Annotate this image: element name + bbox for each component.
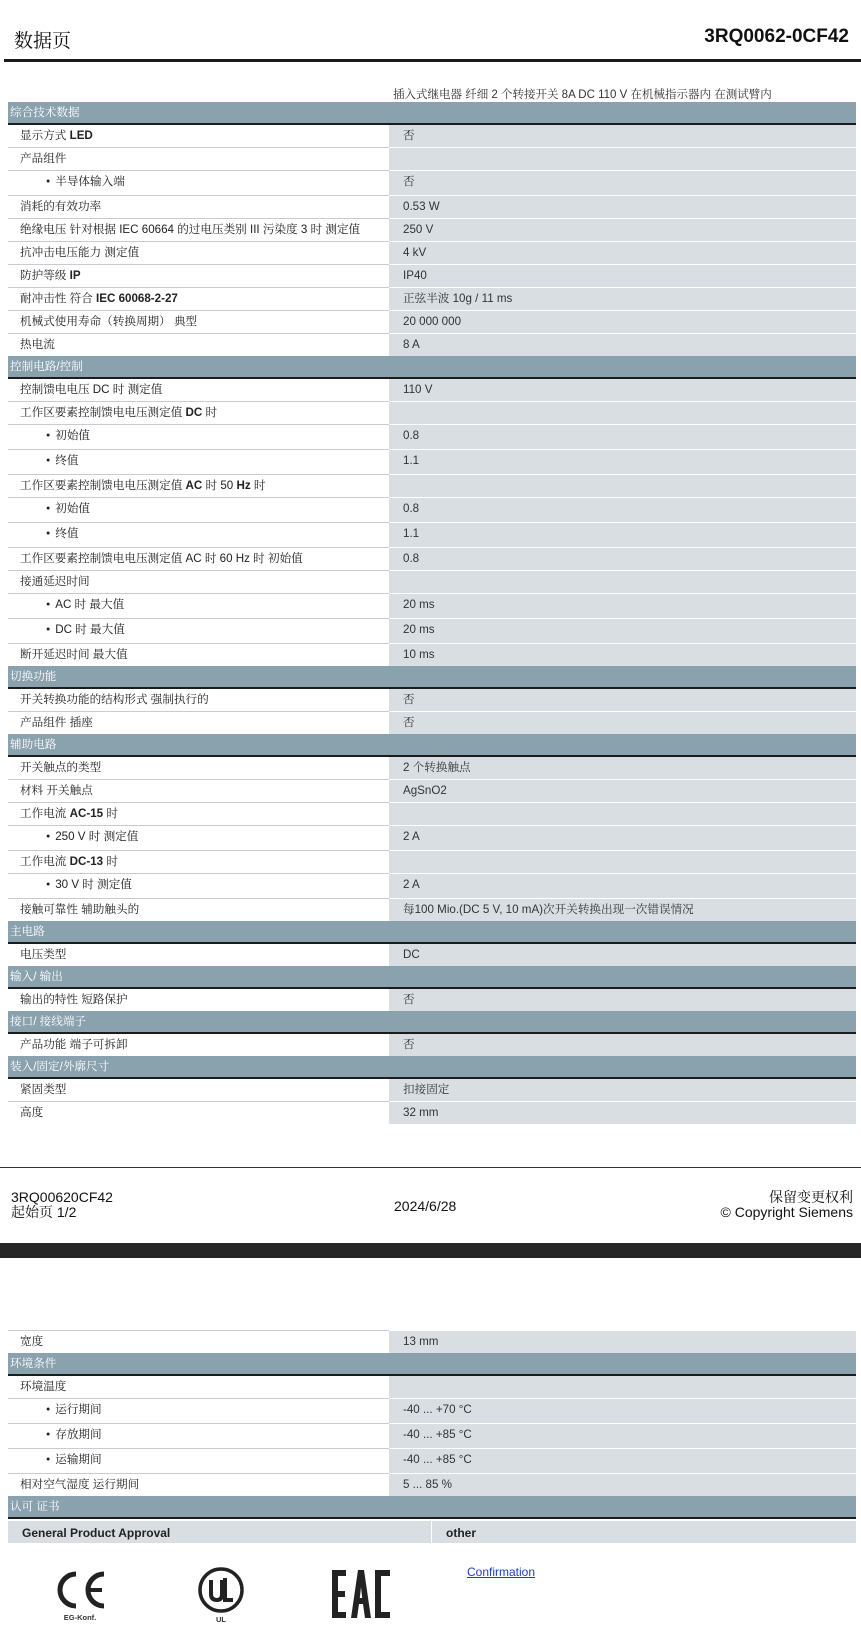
- spec-label: 耐冲击性 符合 IEC 60068-2-27: [8, 288, 389, 311]
- spec-label: 消耗的有效功率: [8, 196, 389, 219]
- section-title: 认可 证书: [8, 1496, 856, 1518]
- spec-label: ● DC 时 最大值: [8, 619, 389, 644]
- spec-value: IP40: [389, 265, 856, 288]
- spec-value: 2 个转换触点: [389, 756, 856, 780]
- section-title: 切换功能: [8, 666, 856, 688]
- spec-label: ● 初始值: [8, 498, 389, 523]
- section-title: 主电路: [8, 921, 856, 943]
- confirmation-link[interactable]: Confirmation: [467, 1565, 536, 1579]
- spec-label: 接触可靠性 辅助触头的: [8, 899, 389, 922]
- spec-value: -40 ... +85 °C: [389, 1449, 856, 1474]
- spec-label: ● 250 V 时 测定值: [8, 826, 389, 851]
- section-header: [8, 666, 856, 688]
- spec-value: AgSnO2: [389, 780, 856, 803]
- spec-label: 热电流: [8, 334, 389, 357]
- spec-row: [8, 219, 856, 242]
- spec-label: 产品组件 插座: [8, 712, 389, 735]
- spec-label: ● 运输期间: [8, 1449, 389, 1474]
- product-description: 插入式继电器 纤细 2 个转接开关 8A DC 110 V 在机械指示器内 在测试臂内: [393, 89, 772, 101]
- spec-row: [8, 826, 856, 851]
- spec-value: [389, 402, 856, 425]
- spec-value: -40 ... +70 °C: [389, 1399, 856, 1424]
- spec-label: 工作电流 DC-13 时: [8, 851, 389, 874]
- spec-row: [8, 851, 856, 874]
- spec-value: 2 A: [389, 874, 856, 899]
- spec-label: 绝缘电压 针对根据 IEC 60664 的过电压类别 III 污染度 3 时 测定值: [8, 219, 389, 242]
- spec-label: 开关转换功能的结构形式 强制执行的: [8, 688, 389, 712]
- spec-label: 环境温度: [8, 1375, 389, 1399]
- eac-mark-icon: [330, 1568, 392, 1625]
- spec-value: 否: [389, 1033, 856, 1056]
- section-header: [8, 102, 856, 124]
- spec-label: ● AC 时 最大值: [8, 594, 389, 619]
- spec-label: 防护等级 IP: [8, 265, 389, 288]
- spec-label: 产品组件: [8, 148, 389, 171]
- spec-label: 显示方式 LED: [8, 124, 389, 148]
- spec-row: [8, 644, 856, 667]
- spec-row: [8, 619, 856, 644]
- spec-row: [8, 1078, 856, 1102]
- spec-value: 13 mm: [389, 1331, 856, 1354]
- footer-copyright: © Copyright Siemens: [720, 1204, 853, 1220]
- spec-row: [8, 874, 856, 899]
- spec-value: DC: [389, 943, 856, 966]
- footer-code: 3RQ00620CF42: [11, 1189, 113, 1205]
- ce-caption: EG-Konf.: [63, 1613, 97, 1622]
- spec-row: [8, 334, 856, 357]
- section-header: [8, 356, 856, 378]
- spec-value: 20 ms: [389, 594, 856, 619]
- spec-label: 机械式使用寿命（转换周期） 典型: [8, 311, 389, 334]
- spec-row: [8, 1331, 856, 1354]
- spec-value: 4 kV: [389, 242, 856, 265]
- approval-col-general: General Product Approval: [8, 1521, 431, 1543]
- spec-value: 250 V: [389, 219, 856, 242]
- page-break-bar: [0, 1243, 861, 1258]
- spec-value: 0.8: [389, 548, 856, 571]
- spec-row: [8, 171, 856, 196]
- spec-row: [8, 311, 856, 334]
- spec-row: [8, 688, 856, 712]
- spec-row: [8, 450, 856, 475]
- spec-label: 工作区要素控制馈电电压测定值 AC 时 60 Hz 时 初始值: [8, 548, 389, 571]
- spec-row: [8, 1449, 856, 1474]
- section-title: 环境条件: [8, 1353, 856, 1375]
- spec-label: ● 存放期间: [8, 1424, 389, 1449]
- section-header: [8, 1056, 856, 1078]
- spec-row: [8, 899, 856, 922]
- spec-label: ● 半导体输入端: [8, 171, 389, 196]
- spec-row: [8, 756, 856, 780]
- spec-label: 接通延迟时间: [8, 571, 389, 594]
- spec-row: [8, 988, 856, 1011]
- spec-row: [8, 803, 856, 826]
- footer-divider: [0, 1167, 861, 1168]
- spec-value: 否: [389, 712, 856, 735]
- spec-label: 电压类型: [8, 943, 389, 966]
- spec-value: [389, 851, 856, 874]
- spec-row: [8, 523, 856, 548]
- spec-row: [8, 124, 856, 148]
- spec-label: ● 30 V 时 测定值: [8, 874, 389, 899]
- page-title: 数据页: [14, 31, 72, 52]
- spec-row: [8, 712, 856, 735]
- spec-value: 否: [389, 124, 856, 148]
- spec-value: 8 A: [389, 334, 856, 357]
- section-header: [8, 966, 856, 988]
- spec-label: ● 终值: [8, 450, 389, 475]
- ce-mark-icon: [52, 1570, 108, 1615]
- spec-row: [8, 378, 856, 402]
- spec-row: [8, 148, 856, 171]
- spec-value: 正弦半波 10g / 11 ms: [389, 288, 856, 311]
- section-title: 综合技术数据: [8, 102, 856, 124]
- spec-row: [8, 548, 856, 571]
- spec-label: 紧固类型: [8, 1078, 389, 1102]
- spec-value: [389, 571, 856, 594]
- spec-value: 5 ... 85 %: [389, 1474, 856, 1497]
- ul-caption: UL: [216, 1615, 226, 1624]
- spec-label: ● 初始值: [8, 425, 389, 450]
- spec-row: [8, 1375, 856, 1399]
- spec-value: 0.53 W: [389, 196, 856, 219]
- spec-row: [8, 780, 856, 803]
- spec-value: 32 mm: [389, 1102, 856, 1125]
- spec-label: 材料 开关触点: [8, 780, 389, 803]
- section-header: [8, 1496, 856, 1518]
- spec-value: 否: [389, 688, 856, 712]
- section-title: 辅助电路: [8, 734, 856, 756]
- spec-row: [8, 1102, 856, 1125]
- spec-value: 2 A: [389, 826, 856, 851]
- spec-value: 110 V: [389, 378, 856, 402]
- spec-label: ● 运行期间: [8, 1399, 389, 1424]
- footer-rights: 保留变更权利: [769, 1189, 853, 1205]
- spec-row: [8, 265, 856, 288]
- spec-row: [8, 1033, 856, 1056]
- spec-value: 10 ms: [389, 644, 856, 667]
- spec-value: [389, 1375, 856, 1399]
- spec-value: 20 000 000: [389, 311, 856, 334]
- spec-label: 宽度: [8, 1331, 389, 1354]
- product-code: 3RQ0062-0CF42: [704, 26, 849, 47]
- section-title: 装入/固定/外廓尺寸: [8, 1056, 856, 1078]
- footer-date: 2024/6/28: [394, 1198, 457, 1214]
- spec-label: 断开延迟时间 最大值: [8, 644, 389, 667]
- spec-row: [8, 288, 856, 311]
- spec-value: [389, 475, 856, 498]
- footer-right: [721, 1190, 853, 1220]
- spec-label: 开关触点的类型: [8, 756, 389, 780]
- spec-label: 工作区要素控制馈电电压测定值 AC 时 50 Hz 时: [8, 475, 389, 498]
- spec-value: 1.1: [389, 523, 856, 548]
- spec-label: 高度: [8, 1102, 389, 1125]
- spec-label: 抗冲击电压能力 测定值: [8, 242, 389, 265]
- spec-value: 否: [389, 988, 856, 1011]
- section-header: [8, 734, 856, 756]
- section-title: 输入/ 输出: [8, 966, 856, 988]
- spec-value: 0.8: [389, 425, 856, 450]
- spec-value: 20 ms: [389, 619, 856, 644]
- spec-row: [8, 402, 856, 425]
- section-title: 接口/ 接线端子: [8, 1011, 856, 1033]
- spec-value: 扣接固定: [389, 1078, 856, 1102]
- section-header: [8, 921, 856, 943]
- section-header: [8, 1353, 856, 1375]
- spec-row: [8, 196, 856, 219]
- spec-row: [8, 242, 856, 265]
- spec-label: 输出的特性 短路保护: [8, 988, 389, 1011]
- spec-row: [8, 594, 856, 619]
- spec-row: [8, 475, 856, 498]
- approval-col-other: other: [432, 1521, 856, 1543]
- page-header: [0, 0, 861, 62]
- spec-row: [8, 943, 856, 966]
- spec-value: 0.8: [389, 498, 856, 523]
- spec-row: [8, 425, 856, 450]
- spec-table-page2: [8, 1330, 856, 1519]
- spec-label: 相对空气湿度 运行期间: [8, 1474, 389, 1497]
- footer-page: 起始页 1/2: [11, 1204, 77, 1220]
- spec-row: [8, 1474, 856, 1497]
- spec-value: 每100 Mio.(DC 5 V, 10 mA)次开关转换出现一次错误情况: [389, 899, 856, 922]
- spec-label: 工作区要素控制馈电电压测定值 DC 时: [8, 402, 389, 425]
- ul-mark-icon: [197, 1566, 245, 1619]
- spec-value: 1.1: [389, 450, 856, 475]
- spec-row: [8, 1424, 856, 1449]
- spec-value: -40 ... +85 °C: [389, 1424, 856, 1449]
- spec-row: [8, 571, 856, 594]
- spec-value: 否: [389, 171, 856, 196]
- spec-row: [8, 498, 856, 523]
- header-divider: [4, 59, 861, 62]
- spec-value: [389, 803, 856, 826]
- approvals-header: [8, 1521, 856, 1543]
- section-title: 控制电路/控制: [8, 356, 856, 378]
- spec-label: 工作电流 AC-15 时: [8, 803, 389, 826]
- spec-row: [8, 1399, 856, 1424]
- spec-label: 控制馈电电压 DC 时 测定值: [8, 378, 389, 402]
- spec-value: [389, 148, 856, 171]
- spec-label: 产品功能 端子可拆卸: [8, 1033, 389, 1056]
- footer-left: [11, 1190, 113, 1220]
- section-header: [8, 1011, 856, 1033]
- spec-label: ● 终值: [8, 523, 389, 548]
- spec-table-page1: [8, 102, 856, 1124]
